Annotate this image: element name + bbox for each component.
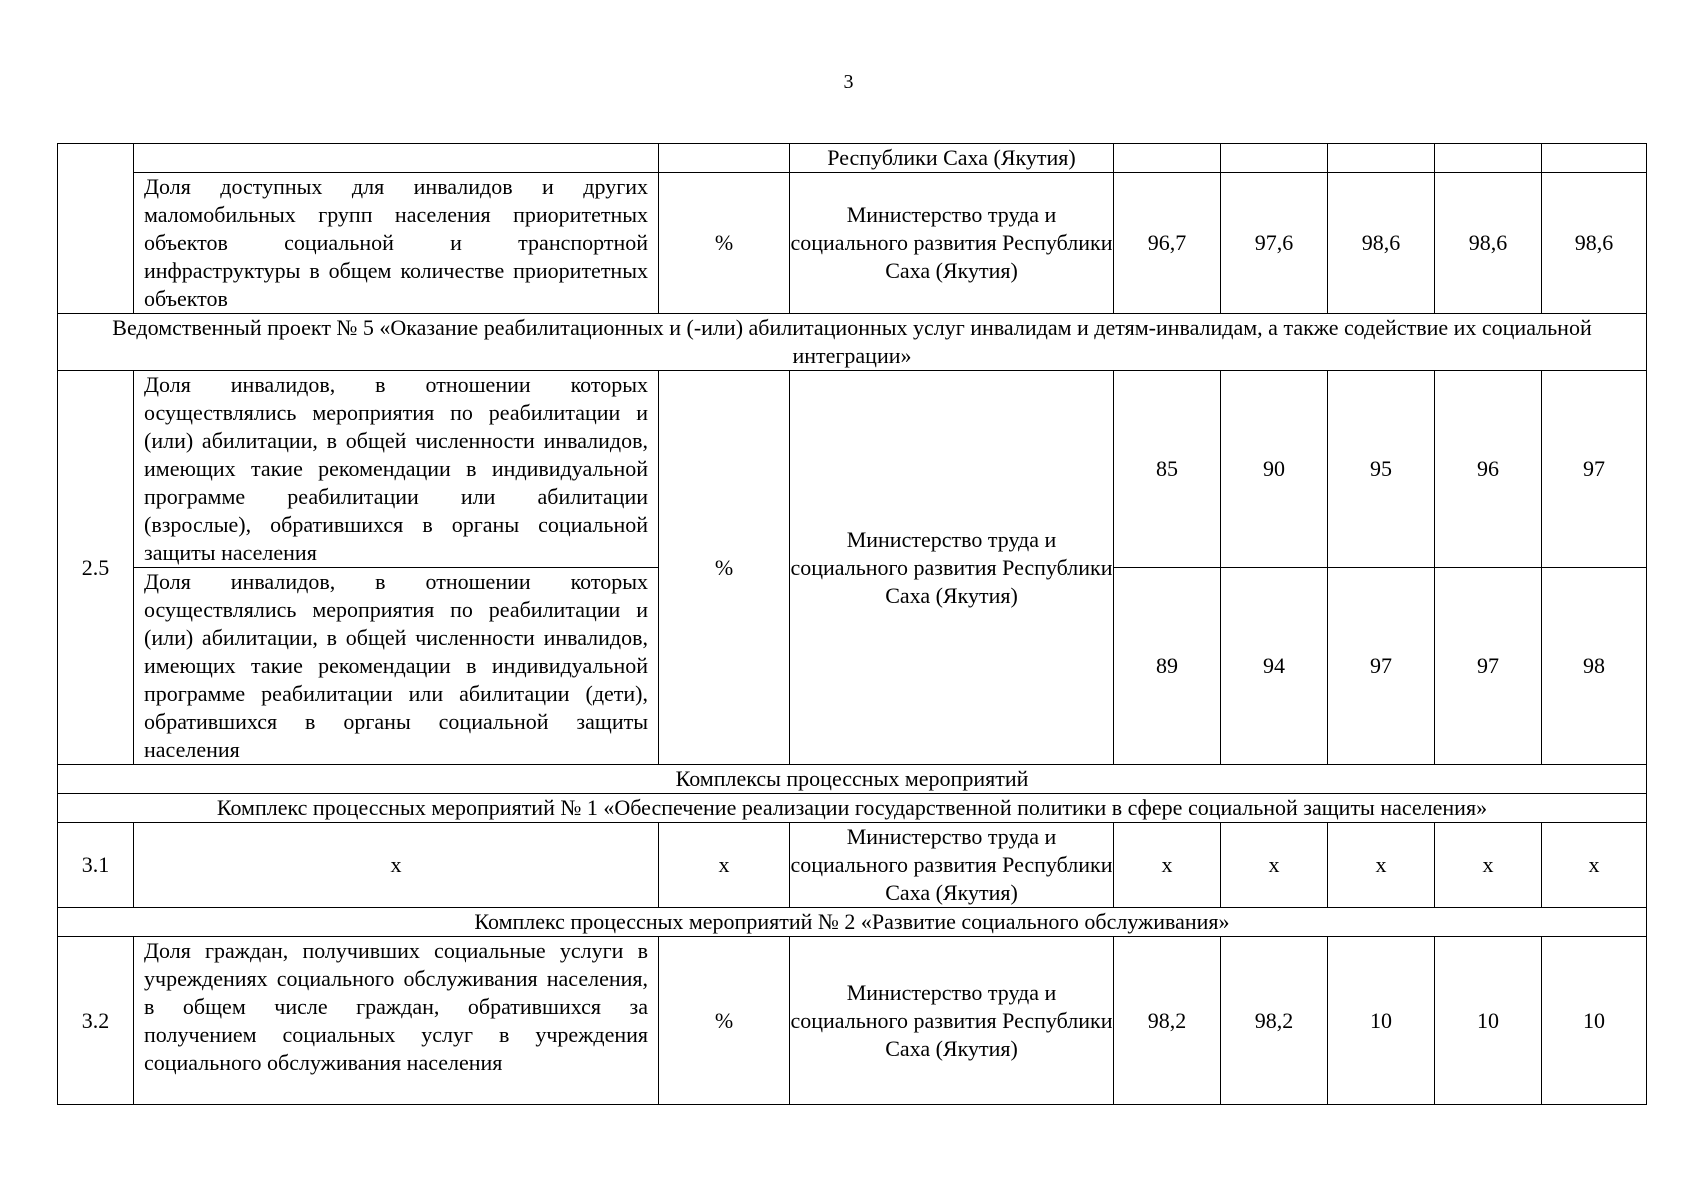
org-cell: Республики Саха (Якутия) — [790, 144, 1114, 173]
value-cell: 10 — [1328, 937, 1435, 1105]
unit-cell: % — [659, 937, 790, 1105]
value-cell — [1435, 144, 1542, 173]
value-cell: 96 — [1435, 371, 1542, 568]
value-cell — [1114, 144, 1221, 173]
value-cell: 98,2 — [1221, 937, 1328, 1105]
description-cell — [134, 173, 659, 314]
value-cell: 98,6 — [1435, 173, 1542, 314]
table-row — [58, 937, 1647, 1105]
value-cell: 98,2 — [1114, 937, 1221, 1105]
value-cell: 97,6 — [1221, 173, 1328, 314]
table-row — [58, 371, 1647, 568]
org-cell: Министерство труда и социального развития Республики Саха (Якутия) — [790, 823, 1114, 908]
value-cell: 98,6 — [1542, 173, 1647, 314]
description-cell: х — [134, 823, 659, 908]
section-title: Ведомственный проект № 5 «Оказание реабилитационных и (-или) абилитационных услуг инвалидам и детям-инвалидам, а также содействие их социальной интеграции» — [58, 314, 1647, 371]
value-cell: 94 — [1221, 568, 1328, 765]
section-row — [58, 794, 1647, 823]
section-row — [58, 908, 1647, 937]
org-cell: Министерство труда и социального развития Республики Саха (Якутия) — [790, 371, 1114, 765]
value-cell — [1328, 144, 1435, 173]
section-row — [58, 765, 1647, 794]
value-cell — [1221, 144, 1328, 173]
org-cell: Министерство труда и социального развития Республики Саха (Якутия) — [790, 173, 1114, 314]
description-text: Доля доступных для инвалидов и других маломобильных групп населения приоритетных объектов социальной и транспортной инфраструктуры в общем количестве приоритетных объектов — [144, 174, 648, 311]
row-number-cell: 3.2 — [58, 937, 134, 1105]
value-cell: х — [1435, 823, 1542, 908]
value-cell: х — [1328, 823, 1435, 908]
indicators-table — [57, 143, 1647, 1105]
value-cell: 98,6 — [1328, 173, 1435, 314]
table-row — [58, 173, 1647, 314]
value-cell: 90 — [1221, 371, 1328, 568]
value-cell: 97 — [1435, 568, 1542, 765]
value-cell — [1542, 144, 1647, 173]
description-text: Доля инвалидов, в отношении которых осуществлялись мероприятия по реабилитации и (или) абилитации, в общей численности инвалидов, имеющих такие рекомендации в индивидуальной программе реабилитации или абилитации (дети), обратившихся в органы социальной защиты населения — [144, 569, 648, 762]
section-row — [58, 314, 1647, 371]
section-title: Комплекс процессных мероприятий № 1 «Обеспечение реализации государственной политики в сфере социальной защиты населения» — [58, 794, 1647, 823]
value-cell: х — [1221, 823, 1328, 908]
description-text: Доля граждан, получивших социальные услуги в учреждениях социального обслуживания населения, в общем числе граждан, обратившихся за получением социальных услуг в учреждения социального обслуживания населения — [144, 938, 648, 1075]
unit-cell: % — [659, 371, 790, 765]
value-cell: 85 — [1114, 371, 1221, 568]
value-cell: х — [1542, 823, 1647, 908]
value-cell: 98 — [1542, 568, 1647, 765]
section-title: Комплекс процессных мероприятий № 2 «Развитие социального обслуживания» — [58, 908, 1647, 937]
value-cell: 95 — [1328, 371, 1435, 568]
value-cell: х — [1114, 823, 1221, 908]
description-cell — [134, 937, 659, 1105]
table-row — [58, 823, 1647, 908]
row-number-cell — [58, 144, 134, 314]
unit-cell: % — [659, 173, 790, 314]
value-cell: 10 — [1542, 937, 1647, 1105]
page-number: 3 — [843, 71, 854, 93]
unit-cell: х — [659, 823, 790, 908]
description-text: Доля инвалидов, в отношении которых осуществлялись мероприятия по реабилитации и (или) абилитации, в общей численности инвалидов, имеющих такие рекомендации в индивидуальной программе реабилитации или абилитации (взрослые), обратившихся в органы социальной защиты населения — [144, 372, 648, 565]
org-cell: Министерство труда и социального развития Республики Саха (Якутия) — [790, 937, 1114, 1105]
description-cell — [134, 371, 659, 568]
row-number-cell: 3.1 — [58, 823, 134, 908]
value-cell: 89 — [1114, 568, 1221, 765]
value-cell: 97 — [1542, 371, 1647, 568]
section-title: Комплексы процессных мероприятий — [58, 765, 1647, 794]
description-cell — [134, 568, 659, 765]
row-number-cell: 2.5 — [58, 371, 134, 765]
table-row — [58, 144, 1647, 173]
description-cell — [134, 144, 659, 173]
value-cell: 10 — [1435, 937, 1542, 1105]
value-cell: 96,7 — [1114, 173, 1221, 314]
unit-cell — [659, 144, 790, 173]
value-cell: 97 — [1328, 568, 1435, 765]
